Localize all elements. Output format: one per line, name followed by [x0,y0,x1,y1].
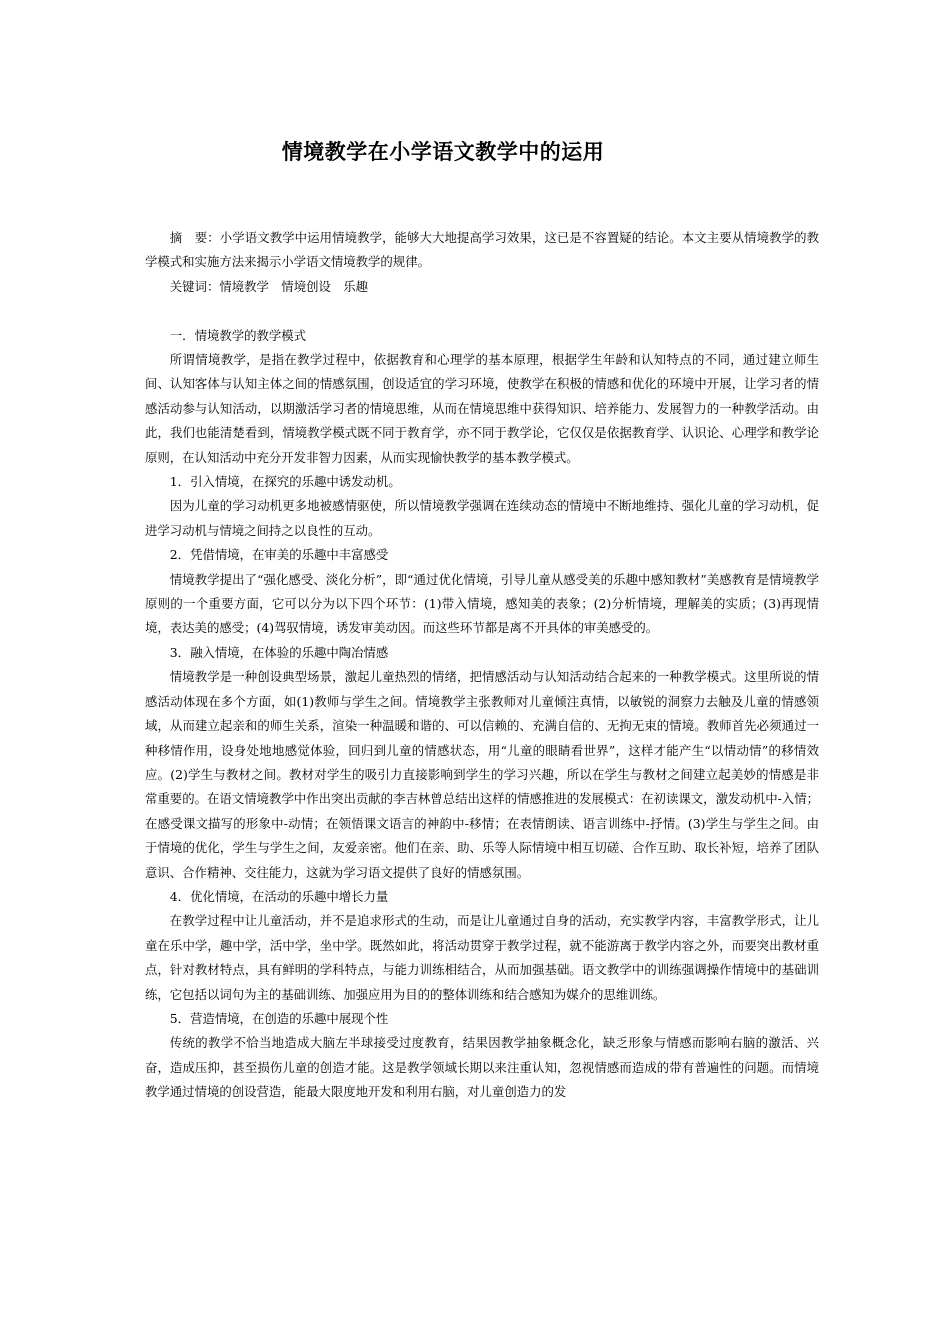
subsection-heading: 1．引入情境，在探究的乐趣中诱发动机。 [169,474,401,490]
body-paragraph: 所谓情境教学，是指在教学过程中，依据教育和心理学的基本原理，根据学生年龄和认知特点的不同，通过建立师生间、认知客体与认知主体之间的情感氛围，创设适宜的学习环境，使教学在积极的情感和优化的环境中开展，让学习者的情感活动参与认知活动，以期激活学习者的情境思维，从而在情境思维中获得知识、培养能力、发展智力的一种教学活动。由此，我们也能清楚看到，情境教学模式既不同于教育学，亦不同于教学论，它仅仅是依据教育学、认识论、心理学和教学论原则，在认知活动中充分开发非智力因素，从而实现愉快教学的基本教学模式。 [145,352,819,465]
body-paragraph: 传统的教学不恰当地造成大脑左半球接受过度教育，结果因教学抽象概念化，缺乏形象与情感而影响右脑的激活、兴奋，造成压抑，甚至损伤儿童的创造才能。这是教学领域长期以来注重认知，忽视情感而造成的带有普遍性的问题。而情境教学通过情境的创设营造，能最大限度地开发和利用右脑，对儿童创造力的发 [145,1035,819,1100]
subsection-heading: 4．优化情境，在活动的乐趣中增长力量 [169,888,389,904]
subsection-heading: 3．融入情境，在体验的乐趣中陶冶情感 [169,644,389,660]
section-heading: 一．情境教学的教学模式 [169,327,307,343]
document-title: 情境教学在小学语文教学中的运用 [281,139,605,164]
body-paragraph: 情境教学是一种创设典型场景，激起儿童热烈的情绪，把情感活动与认知活动结合起来的一种教学模式。这里所说的情感活动体现在多个方面，如(1)教师与学生之间。情境教学主张教师对儿童倾注真情，以敏锐的洞察力去触及儿童的情感领域，从而建立起亲和的师生关系，渲染一种温暖和谐的、可以信赖的、充满自信的、无拘无束的情境。教师首先必须通过一种移情作用，设身处地地感觉体验，回归到儿童的情感状态，用“儿童的眼睛看世界”，这样才能产生“以情动情”的移情效应。(2)学生与教材之间。教材对学生的吸引力直接影响到学生的学习兴趣，所以在学生与教材之间建立起美妙的情感是非常重要的。在语文情境教学中作出突出贡献的李吉林曾总结出这样的情感推进的发展模式：在初读课文，激发动机中-入情；在感受课文描写的形象中-动情；在领悟课文语言的神韵中-移情；在表情朗读、语言训练中-抒情。(3)学生与学生之间。由于情境的优化，学生与学生之间，友爱亲密。他们在亲、助、乐等人际情境中相互切磋、合作互助、取长补短，培养了团队意识、合作精神、交往能力，这就为学习语文提供了良好的情感氛围。 [145,669,819,880]
subsection-heading: 2．凭借情境，在审美的乐趣中丰富感受 [169,547,389,563]
document-body [145,226,819,1105]
body-paragraph: 在教学过程中让儿童活动，并不是追求形式的生动，而是让儿童通过自身的活动，充实教学内容，丰富教学形式，让儿童在乐中学，趣中学，活中学，坐中学。既然如此，将活动贯穿于教学过程，就不能游离于教学内容之外，而要突出教材重点，针对教材特点，具有鲜明的学科特点，与能力训练相结合，从而加强基础。语文教学中的训练强调操作情境中的基础训练，它包括以词句为主的基础训练、加强应用为目的的整体训练和结合感知为媒介的思维训练。 [145,913,819,1002]
blank-line [145,299,819,323]
abstract-paragraph: 摘 要：小学语文教学中运用情境教学，能够大大地提高学习效果，这已是不容置疑的结论。本文主要从情境教学的教学模式和实施方法来揭示小学语文情境教学的规律。 [145,230,819,270]
body-paragraph: 情境教学提出了“强化感受、淡化分析”，即“通过优化情境，引导儿童从感受美的乐趣中感知教材”美感教育是情境教学原则的一个重要方面，它可以分为以下四个环节：(1)带入情境，感知美的表象；(2)分析情境，理解美的实质；(3)再现情境，表达美的感受；(4)驾驭情境，诱发审美动因。而这些环节都是离不开具体的审美感受的。 [145,571,819,636]
subsection-heading: 5．营造情境，在创造的乐趣中展现个性 [169,1010,389,1026]
body-paragraph: 因为儿童的学习动机更多地被感情驱使，所以情境教学强调在连续动态的情境中不断地维持、强化儿童的学习动机，促进学习动机与情境之间持之以良性的互动。 [145,498,819,538]
keywords-line: 关键词：情境教学 情境创设 乐趣 [169,278,369,294]
